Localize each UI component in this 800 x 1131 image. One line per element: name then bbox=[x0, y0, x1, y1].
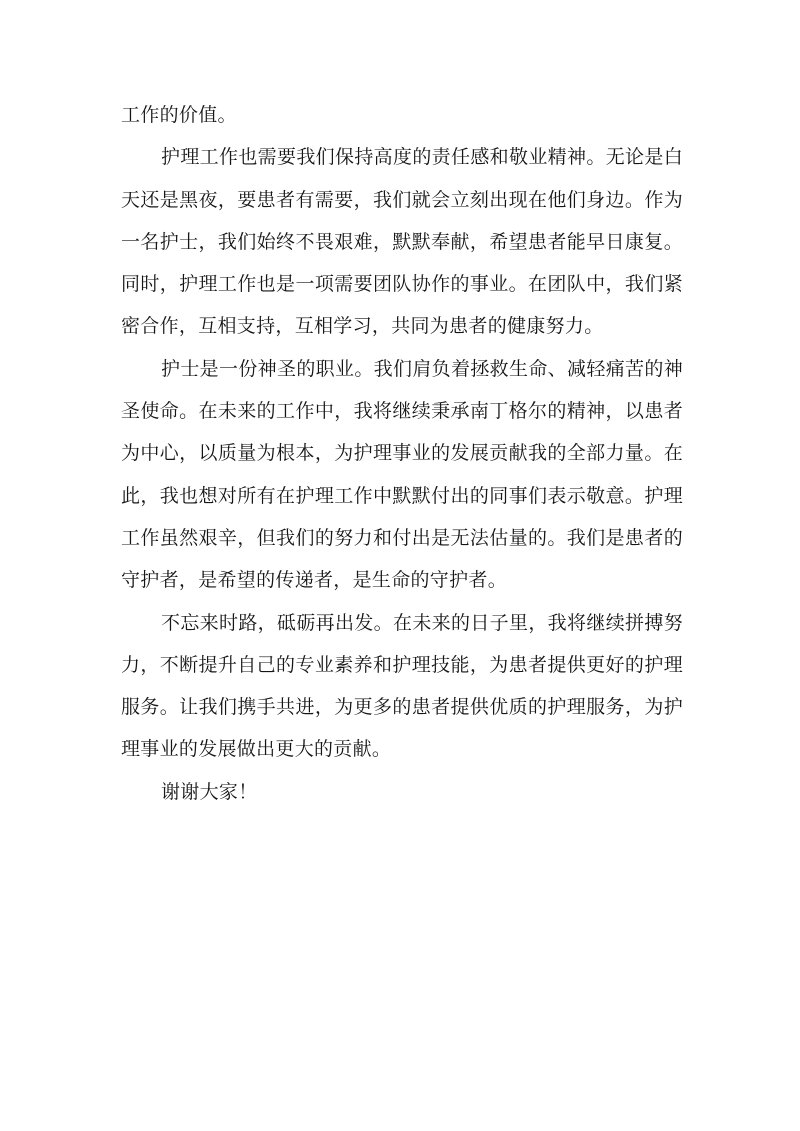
paragraph-responsibility: 护理工作也需要我们保持高度的责任感和敬业精神。无论是白天还是黑夜，要患者有需要，我们就会立刻出现在他们身边。作为一名护士，我们始终不畏艰难，默默奉献，希望患者能早日康复。同时，护理工作也是一项需要团队协作的事业。在团队中，我们紧密合作，互相支持，互相学习，共同为患者的健康努力。 bbox=[121, 146, 683, 338]
document-body bbox=[121, 94, 683, 813]
paragraph-thanks: 谢谢大家！ bbox=[161, 780, 258, 803]
paragraph-future: 不忘来时路，砥砺再出发。在未来的日子里，我将继续拼搏努力，不断提升自己的专业素养和护理技能，为患者提供更好的护理服务。让我们携手共进，为更多的患者提供优质的护理服务，为护理事业的发展做出更大的贡献。 bbox=[121, 611, 683, 761]
paragraph-continuation: 工作的价值。 bbox=[121, 104, 237, 126]
paragraph-sacred-profession: 护士是一份神圣的职业。我们肩负着拯救生命、减轻痛苦的神圣使命。在未来的工作中，我将继续秉承南丁格尔的精神，以患者为中心，以质量为根本，为护理事业的发展贡献我的全部力量。在此，我也想对所有在护理工作中默默付出的同事们表示敬意。护理工作虽然艰辛，但我们的努力和付出是无法估量的。我们是患者的守护者，是希望的传递者，是生命的守护者。 bbox=[121, 357, 683, 592]
